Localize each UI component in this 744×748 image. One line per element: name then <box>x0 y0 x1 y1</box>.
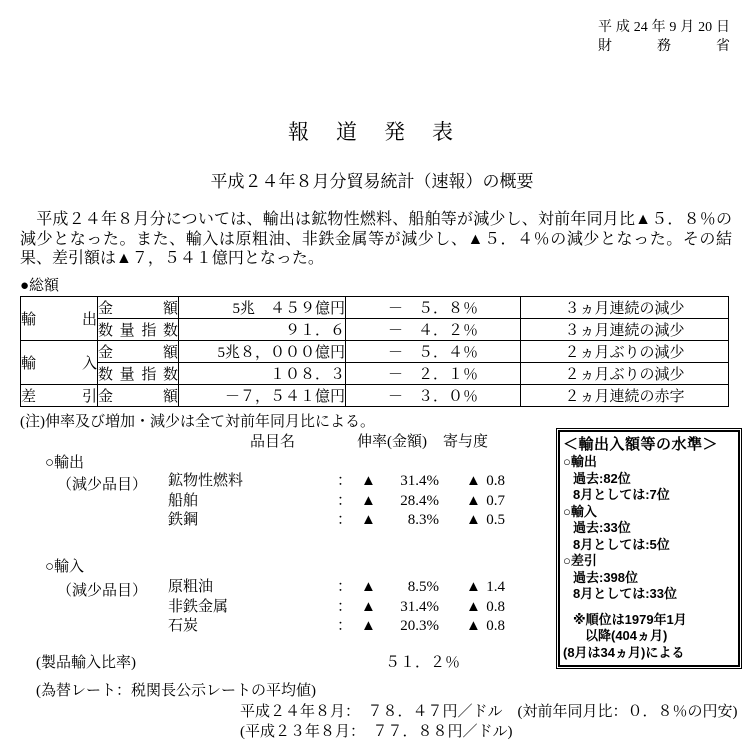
document-header <box>598 18 730 56</box>
table-row <box>21 363 729 385</box>
list-item <box>168 492 550 512</box>
levels-box-line: 過去:398位 <box>573 569 639 585</box>
change-cell: － ５．４％ <box>346 341 521 363</box>
items-section <box>20 425 550 660</box>
note-cell: ２ヵ月ぶりの減少 <box>521 341 729 363</box>
measure-cell: 数量指数 <box>98 319 179 341</box>
item-name: 石炭 <box>168 618 199 634</box>
note-cell: ２ヵ月連続の赤字 <box>521 385 729 407</box>
list-item <box>168 511 550 531</box>
change-cell: － ４．２％ <box>346 319 521 341</box>
decrease-triangle-icon: ▲ <box>361 512 376 528</box>
value-cell: 5兆 ４５９億円 <box>179 297 346 319</box>
decrease-triangle-icon: ▲ <box>466 492 481 509</box>
levels-box-spacer <box>563 603 736 612</box>
item-rate-value: 8.3% <box>407 512 439 528</box>
export-decrease-group-label: （減少品目） <box>57 477 148 493</box>
value-cell: 5兆８，０００億円 <box>179 341 346 363</box>
item-contribution-value: 0.8 <box>486 618 505 634</box>
list-item <box>168 617 550 637</box>
item-rate-value: 31.4% <box>400 598 439 615</box>
item-colon: ： <box>337 618 353 634</box>
item-rate-value: 20.3% <box>400 618 439 634</box>
item-name: 非鉄金属 <box>168 598 229 615</box>
totals-table <box>20 296 729 407</box>
item-contribution-value: 0.8 <box>486 473 505 489</box>
levels-box-title: ＜輸出入額等の水準＞ <box>563 436 719 453</box>
levels-box-line: ○差引 <box>563 553 597 568</box>
export-decrease-group <box>20 472 550 531</box>
table-row <box>21 385 729 407</box>
change-cell: － ５．８％ <box>346 297 521 319</box>
decrease-triangle-icon: ▲ <box>361 579 376 595</box>
value-cell: ９１．６ <box>179 319 346 341</box>
decrease-triangle-icon: ▲ <box>361 492 376 509</box>
value-cell: １０８．３ <box>179 363 346 385</box>
note-cell: ２ヵ月ぶりの減少 <box>521 363 729 385</box>
trade-levels-box <box>556 428 742 669</box>
measure-cell: 数量指数 <box>98 363 179 385</box>
item-colon: ： <box>337 473 353 489</box>
decrease-triangle-icon: ▲ <box>466 618 481 634</box>
category-imports-cell: 輸 入 <box>21 341 98 385</box>
item-rate-value: 8.5% <box>407 579 439 595</box>
measure-cell: 金 額 <box>98 341 179 363</box>
list-item <box>168 598 550 618</box>
item-name: 原粗油 <box>168 579 214 595</box>
decrease-triangle-icon: ▲ <box>361 598 376 615</box>
decrease-triangle-icon: ▲ <box>466 473 481 489</box>
import-decrease-group <box>20 578 550 637</box>
report-subtitle: 平成２４年８月分貿易統計（速報）の概要 <box>210 172 534 191</box>
column-header-rate: 伸率(金額) <box>357 434 427 450</box>
category-exports-cell: 輸 出 <box>21 297 98 341</box>
item-name: 鉱物性燃料 <box>168 473 244 489</box>
item-name: 鉄鋼 <box>168 512 199 528</box>
product-import-ratio-label: (製品輸入比率) <box>36 655 136 671</box>
import-decrease-group-label: （減少品目） <box>57 583 148 599</box>
measure-cell: 金 額 <box>98 297 179 319</box>
table-row <box>21 319 729 341</box>
exchange-rate-label: (為替レート：税関長公示レートの平均値) <box>36 683 316 699</box>
levels-box-line: ○輸出 <box>563 454 597 469</box>
exchange-rate-previous: (平成２３年８月： ７７．８８円／ドル) <box>240 724 513 740</box>
item-contribution-value: 0.8 <box>486 598 505 615</box>
note-cell: ３ヵ月連続の減少 <box>521 297 729 319</box>
decrease-triangle-icon: ▲ <box>466 598 481 615</box>
column-header-contribution: 寄与度 <box>443 434 489 450</box>
item-colon: ： <box>337 492 353 509</box>
levels-box-line: (8月は34ヵ月)による <box>563 644 685 660</box>
item-contribution-value: 0.5 <box>486 512 505 528</box>
item-contribution-value: 0.7 <box>486 492 505 509</box>
decrease-triangle-icon: ▲ <box>361 618 376 634</box>
export-section-label: ○輸出 <box>45 455 85 471</box>
levels-box-line: ※順位は1979年1月 <box>573 611 687 627</box>
note-cell: ３ヵ月連続の減少 <box>521 319 729 341</box>
totals-footnote: (注)伸率及び増加・減少は全て対前年同月比による。 <box>20 414 375 430</box>
table-row <box>21 297 729 319</box>
item-rate-value: 31.4% <box>400 473 439 489</box>
list-item <box>168 578 550 598</box>
ministry-name: 財 務 省 <box>598 39 730 54</box>
press-release-title: 報 道 発 表 <box>288 120 456 144</box>
item-contribution-value: 1.4 <box>486 579 505 595</box>
levels-box-line: 以降(404ヵ月) <box>585 628 668 643</box>
exchange-rate-current: 平成２４年８月： ７８．４７円／ドル (対前年同月比：０．８％の円安) <box>240 704 738 720</box>
import-section-label: ○輸入 <box>45 559 85 575</box>
measure-cell: 金 額 <box>98 385 179 407</box>
product-import-ratio-line <box>36 651 460 672</box>
levels-box-line: 8月としては:5位 <box>573 536 670 552</box>
levels-box-line: 8月としては:33位 <box>573 586 678 601</box>
column-header-item-name: 品目名 <box>250 434 296 450</box>
item-rate-value: 28.4% <box>400 492 439 509</box>
lead-paragraph: 平成２４年８月分については、輸出は鉱物性燃料、船舶等が減少し、対前年同月比▲５．８％の減少となった。また、輸入は原粗油、非鉄金属等が減少し、▲５．４％の減少となった。その結果、差引額は▲７，５４１億円となった。 <box>20 211 732 267</box>
decrease-triangle-icon: ▲ <box>361 473 376 489</box>
levels-box-line: ○輸入 <box>563 503 597 519</box>
item-name: 船舶 <box>168 492 199 509</box>
totals-section <box>20 279 728 431</box>
document-date: 平成24年9月20日 <box>598 20 730 35</box>
value-cell: －７，５４１億円 <box>179 385 346 407</box>
item-colon: ： <box>337 598 353 615</box>
item-colon: ： <box>337 579 353 595</box>
decrease-triangle-icon: ▲ <box>466 579 481 595</box>
change-cell: － ２．１％ <box>346 363 521 385</box>
item-colon: ： <box>337 512 353 528</box>
levels-box-line: 8月としては:7位 <box>573 487 670 502</box>
change-cell: － ３．０％ <box>346 385 521 407</box>
list-item <box>168 472 550 492</box>
levels-box-line: 過去:82位 <box>573 470 631 486</box>
category-balance-cell: 差 引 <box>21 385 98 407</box>
table-row <box>21 341 729 363</box>
decrease-triangle-icon: ▲ <box>466 512 481 528</box>
product-import-ratio-value: ５１．２％ <box>385 655 461 671</box>
totals-section-label: ●総額 <box>20 278 60 294</box>
levels-box-line: 過去:33位 <box>573 520 631 535</box>
